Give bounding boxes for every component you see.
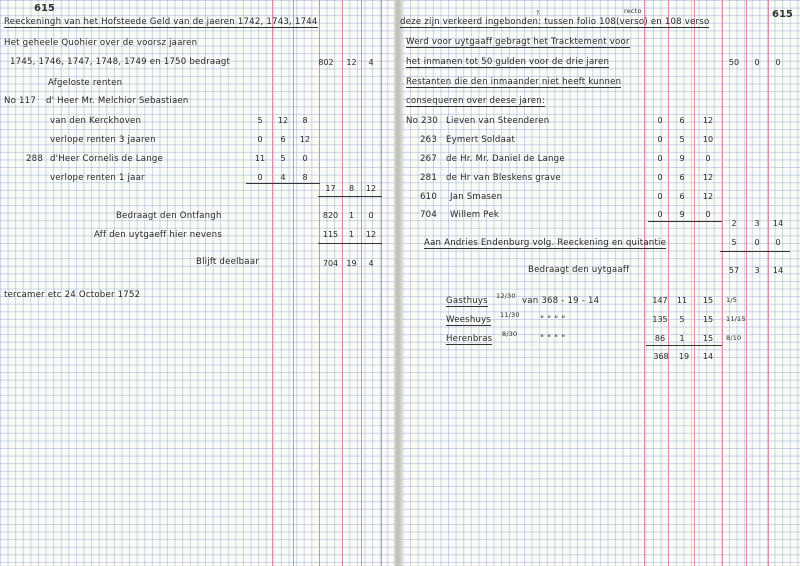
entry-number: No 230 [406,116,439,126]
amount-penningen: 12 [365,230,377,239]
total-penningen: 14 [702,352,714,361]
sum-rule [246,183,320,184]
amount-stuivers: 1 [348,230,355,239]
amount-penningen: 10 [702,135,714,144]
sum-rule [648,221,722,222]
amount-guilders: 50 [728,58,740,67]
total-guilders: 368 [653,352,669,361]
amount-stuivers: 4 [280,173,286,182]
entry-text: van den Kerckhoven [50,116,142,126]
amount-guilders: 0 [657,154,663,163]
amount-guilders: 57 [728,266,740,275]
right-line-5: consequeren over deese jaren: [406,96,546,106]
ruling-line [722,0,723,566]
amount-penningen: 15 [702,334,714,343]
sum-rule [318,243,382,244]
amount-penningen: 0 [775,58,781,67]
amount-stuivers: 11 [676,296,688,305]
verdeling-base: van 368 - 19 - 14 [522,296,600,306]
amount-stuivers: 19 [346,259,357,268]
subtotal-stuivers: 8 [348,184,355,193]
ruling-line [644,0,645,566]
amount-guilders: 0 [657,135,663,144]
entry-number: 704 [420,210,438,220]
left-title: Reeckeningh van het Hofsteede Geld van de jaeren 1742, 1743, 1744 [4,17,318,27]
amount-penningen: 4 [368,58,374,67]
subtotal-guilders: 17 [325,184,336,193]
verdeling-name: Gasthuys [446,296,488,306]
amount-guilders: 820 [322,211,339,220]
right-line-3: het inmanen tot 50 gulden voor de drie jaren [406,57,610,67]
entry-number: 267 [420,154,438,164]
superscript-recto: recto [624,7,642,15]
entry-name: Eymert Soldaat [446,135,516,145]
amount-penningen: 14 [772,266,784,275]
amount-stuivers: 3 [754,266,760,275]
saldo-label: Blijft deelbaar [196,257,259,267]
amount-guilders: 115 [322,230,339,239]
entry-name: Jan Smasen [450,192,503,202]
entry-number: 263 [420,135,438,145]
sum-rule [720,251,790,252]
amount-guilders: 11 [254,154,266,163]
amount-penningen: 12 [299,135,311,144]
ruling-line [668,0,669,566]
amount-guilders: 5 [257,116,263,125]
book-gutter [394,0,402,566]
amount-penningen: 0 [775,238,781,247]
verdeling-part: 8/10 [726,334,742,342]
verdeling-base: " " " " [540,334,566,344]
ruling-line [319,0,320,566]
amount-guilders: 0 [257,135,263,144]
sum-rule [646,345,722,346]
amount-stuivers: 12 [346,58,357,67]
amount-guilders: 0 [657,192,663,201]
subtotal-penningen: 14 [772,219,784,228]
amount-penningen: 12 [702,192,714,201]
amount-guilders: 704 [322,259,339,268]
ruling-line [746,0,747,566]
amount-stuivers: 0 [754,238,760,247]
ruling-line [381,0,382,566]
entry-number: 281 [420,173,438,183]
amount-penningen: 15 [702,315,714,324]
amount-stuivers: 6 [679,173,685,182]
amount-stuivers: 9 [679,154,685,163]
left-page-number: 615 [34,3,55,14]
amount-penningen: 0 [705,154,711,163]
amount-guilders: 5 [731,238,737,247]
left-heading: Afgeloste renten [48,78,123,88]
entry-number: 610 [420,192,438,202]
amount-stuivers: 6 [679,116,685,125]
verdeling-name: Herenbras [446,334,493,344]
amount-stuivers: 5 [280,154,286,163]
right-line-2: Werd voor uytgaaff gebragt het Tracktement voor [406,37,630,47]
amount-stuivers: 5 [679,315,685,324]
ruling-line [768,0,769,566]
amount-penningen: 0 [302,154,308,163]
amount-stuivers: 6 [280,135,286,144]
amount-stuivers: 0 [754,58,760,67]
amount-penningen: 8 [302,173,308,182]
amount-guilders: 86 [654,334,666,343]
entry-name: Lieven van Steenderen [446,116,550,126]
subtotal-stuivers: 3 [754,219,760,228]
amount-penningen: 15 [702,296,714,305]
ontfangh-label: Bedraagt den Ontfangh [116,211,222,221]
closing-line: tercamer etc 24 October 1752 [4,290,141,300]
verdeling-part: 11/15 [726,315,746,323]
verdeling-base: " " " " [540,315,566,325]
left-line-2: Het geheele Quohier over de voorsz jaaren [4,38,198,48]
uytgaef-label: Aff den uytgaeff hier nevens [94,230,222,240]
amount-guilders: 135 [652,315,668,324]
amount-guilders: 0 [657,116,663,125]
ruling-line [694,0,695,566]
entry-name: de Hr van Bleskens grave [446,173,561,183]
ruling-line [361,0,362,566]
amount-stuivers: 6 [679,192,685,201]
amount-stuivers: 1 [348,211,355,220]
verdeling-part: 1/5 [726,296,738,304]
ruling-line [272,0,273,566]
uytgaaff-label: Bedraagt den uytgaaff [528,265,630,275]
entry-text: verlope renten 1 jaar [50,173,145,183]
amount-guilders: 0 [257,173,263,182]
amount-penningen: 12 [702,116,714,125]
left-line-3: 1745, 1746, 1747, 1748, 1749 en 1750 bedraagt [10,57,231,67]
entry-text: d' Heer Mr. Melchior Sebastiaen [46,96,189,106]
amount-guilders: 0 [657,173,663,182]
ruling-line [342,0,343,566]
amount-stuivers: 9 [679,210,685,219]
amount-penningen: 12 [702,173,714,182]
amount-guilders: 147 [652,296,668,305]
verdeling-fraction: 11/30 [500,311,520,319]
amount-guilders: 802 [318,58,334,67]
superscript-mark: ? [536,9,540,17]
entry-text: d'Heer Cornelis de Lange [50,154,163,164]
andries-label: Aan Andries Endenburg volg. Reeckening en quitantie [424,238,667,248]
amount-penningen: 8 [302,116,308,125]
amount-stuivers: 5 [679,135,685,144]
verdeling-fraction: 8/30 [502,330,518,338]
entry-number: No 117 [4,96,37,106]
entry-number: 288 [26,154,44,164]
subtotal-penningen: 12 [365,184,377,193]
verdeling-fraction: 12/30 [496,292,516,300]
sum-rule [318,196,382,197]
verdeling-name: Weeshuys [446,315,492,325]
total-stuivers: 19 [678,352,690,361]
subtotal-guilders: 2 [731,219,737,228]
right-page-number: 615 [772,9,793,20]
entry-text: verlope renten 3 jaaren [50,135,156,145]
amount-penningen: 0 [368,211,374,220]
entry-name: de Hr. Mr. Daniel de Lange [446,154,565,164]
amount-stuivers: 12 [277,116,289,125]
amount-stuivers: 1 [679,334,685,343]
amount-guilders: 0 [657,210,663,219]
amount-penningen: 4 [368,259,374,268]
entry-name: Willem Pek [450,210,500,220]
amount-penningen: 0 [705,210,711,219]
ruling-line [293,0,294,566]
binding-note: deze zijn verkeerd ingebonden: tussen folio 108(verso) en 108 verso [400,17,710,27]
right-line-4: Restanten die den inmaander niet heeft kunnen [406,77,622,87]
